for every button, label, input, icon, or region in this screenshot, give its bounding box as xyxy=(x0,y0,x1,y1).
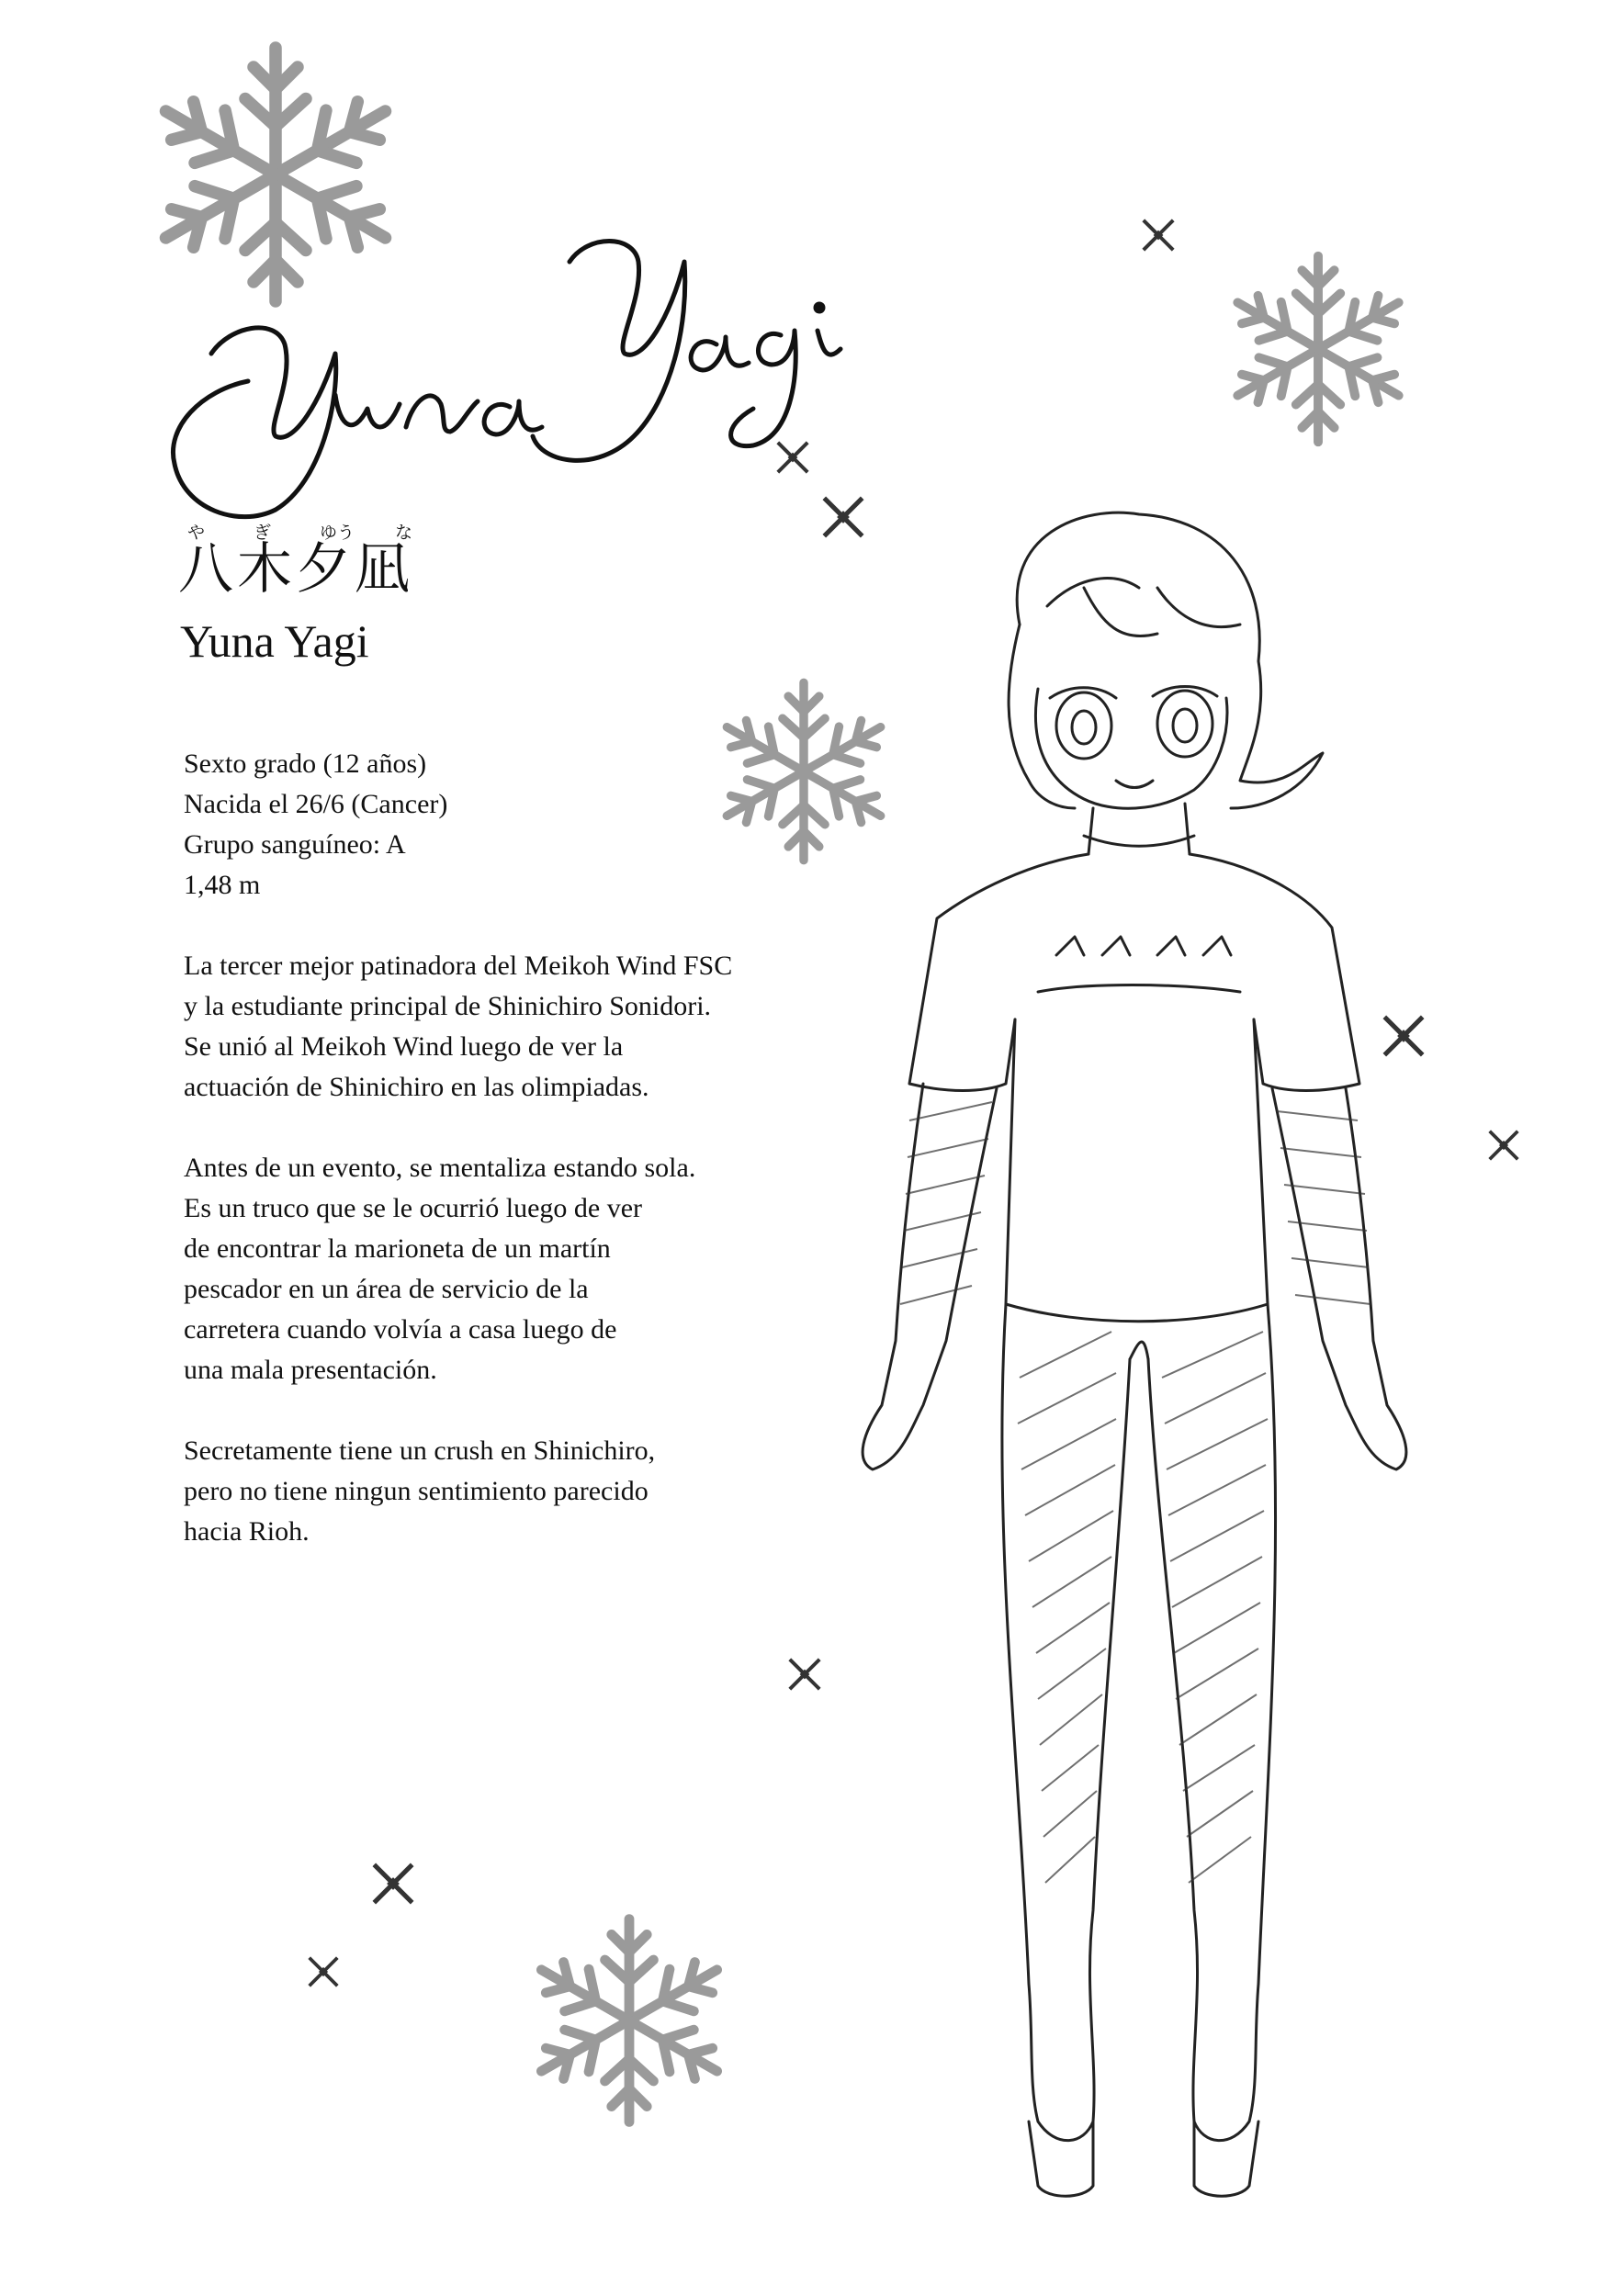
paragraph-line: carretera cuando volvía a casa luego de xyxy=(184,1314,617,1345)
profile-text xyxy=(184,744,882,1552)
paragraph-line: y la estudiante principal de Shinichiro Sonidori. xyxy=(184,991,712,1021)
paragraph-line: pero no tiene ningun sentimiento parecido xyxy=(184,1476,649,1506)
stat-blood-type: Grupo sanguíneo: A xyxy=(184,829,406,860)
paragraph-line: actuación de Shinichiro en las olimpiadas. xyxy=(184,1072,649,1102)
snowflake-icon xyxy=(1217,248,1419,450)
furigana-yuu: ゆう xyxy=(320,523,355,543)
paragraph-line: de encontrar la marioneta de un martín xyxy=(184,1233,611,1264)
furigana-ya: や xyxy=(187,523,206,543)
paragraph-line: Secretamente tiene un crush en Shinichiro, xyxy=(184,1435,656,1466)
furigana-gi: ぎ xyxy=(254,523,272,543)
paragraph-line: hacia Rioh. xyxy=(184,1516,310,1547)
furigana-na: な xyxy=(395,523,413,543)
paragraph-line: una mala presentación. xyxy=(184,1355,437,1385)
paragraph-line: Antes de un evento, se mentaliza estando sola. xyxy=(184,1153,696,1183)
sparkle-icon xyxy=(1142,219,1175,252)
sparkle-icon xyxy=(1488,1130,1519,1161)
paragraph-line: La tercer mejor patinadora del Meikoh Wind FSC xyxy=(184,951,733,981)
character-illustration xyxy=(808,478,1433,2204)
sparkle-icon xyxy=(372,1863,414,1905)
paragraph-line: Se unió al Meikoh Wind luego de ver la xyxy=(184,1031,624,1062)
stat-grade: Sexto grado (12 años) xyxy=(184,748,427,779)
name-kanji: 八木夕凪 xyxy=(178,537,413,602)
paragraph-line: pescador en un área de servicio de la xyxy=(184,1274,589,1304)
signature-logo xyxy=(165,161,992,528)
stat-height: 1,48 m xyxy=(184,870,261,900)
snowflake-icon xyxy=(519,1910,739,2131)
name-latin: Yuna Yagi xyxy=(180,615,369,667)
paragraph-line: Es un truco que se le ocurrió luego de ver xyxy=(184,1193,642,1223)
stat-birthday: Nacida el 26/6 (Cancer) xyxy=(184,789,448,819)
sparkle-icon xyxy=(308,1956,339,1987)
